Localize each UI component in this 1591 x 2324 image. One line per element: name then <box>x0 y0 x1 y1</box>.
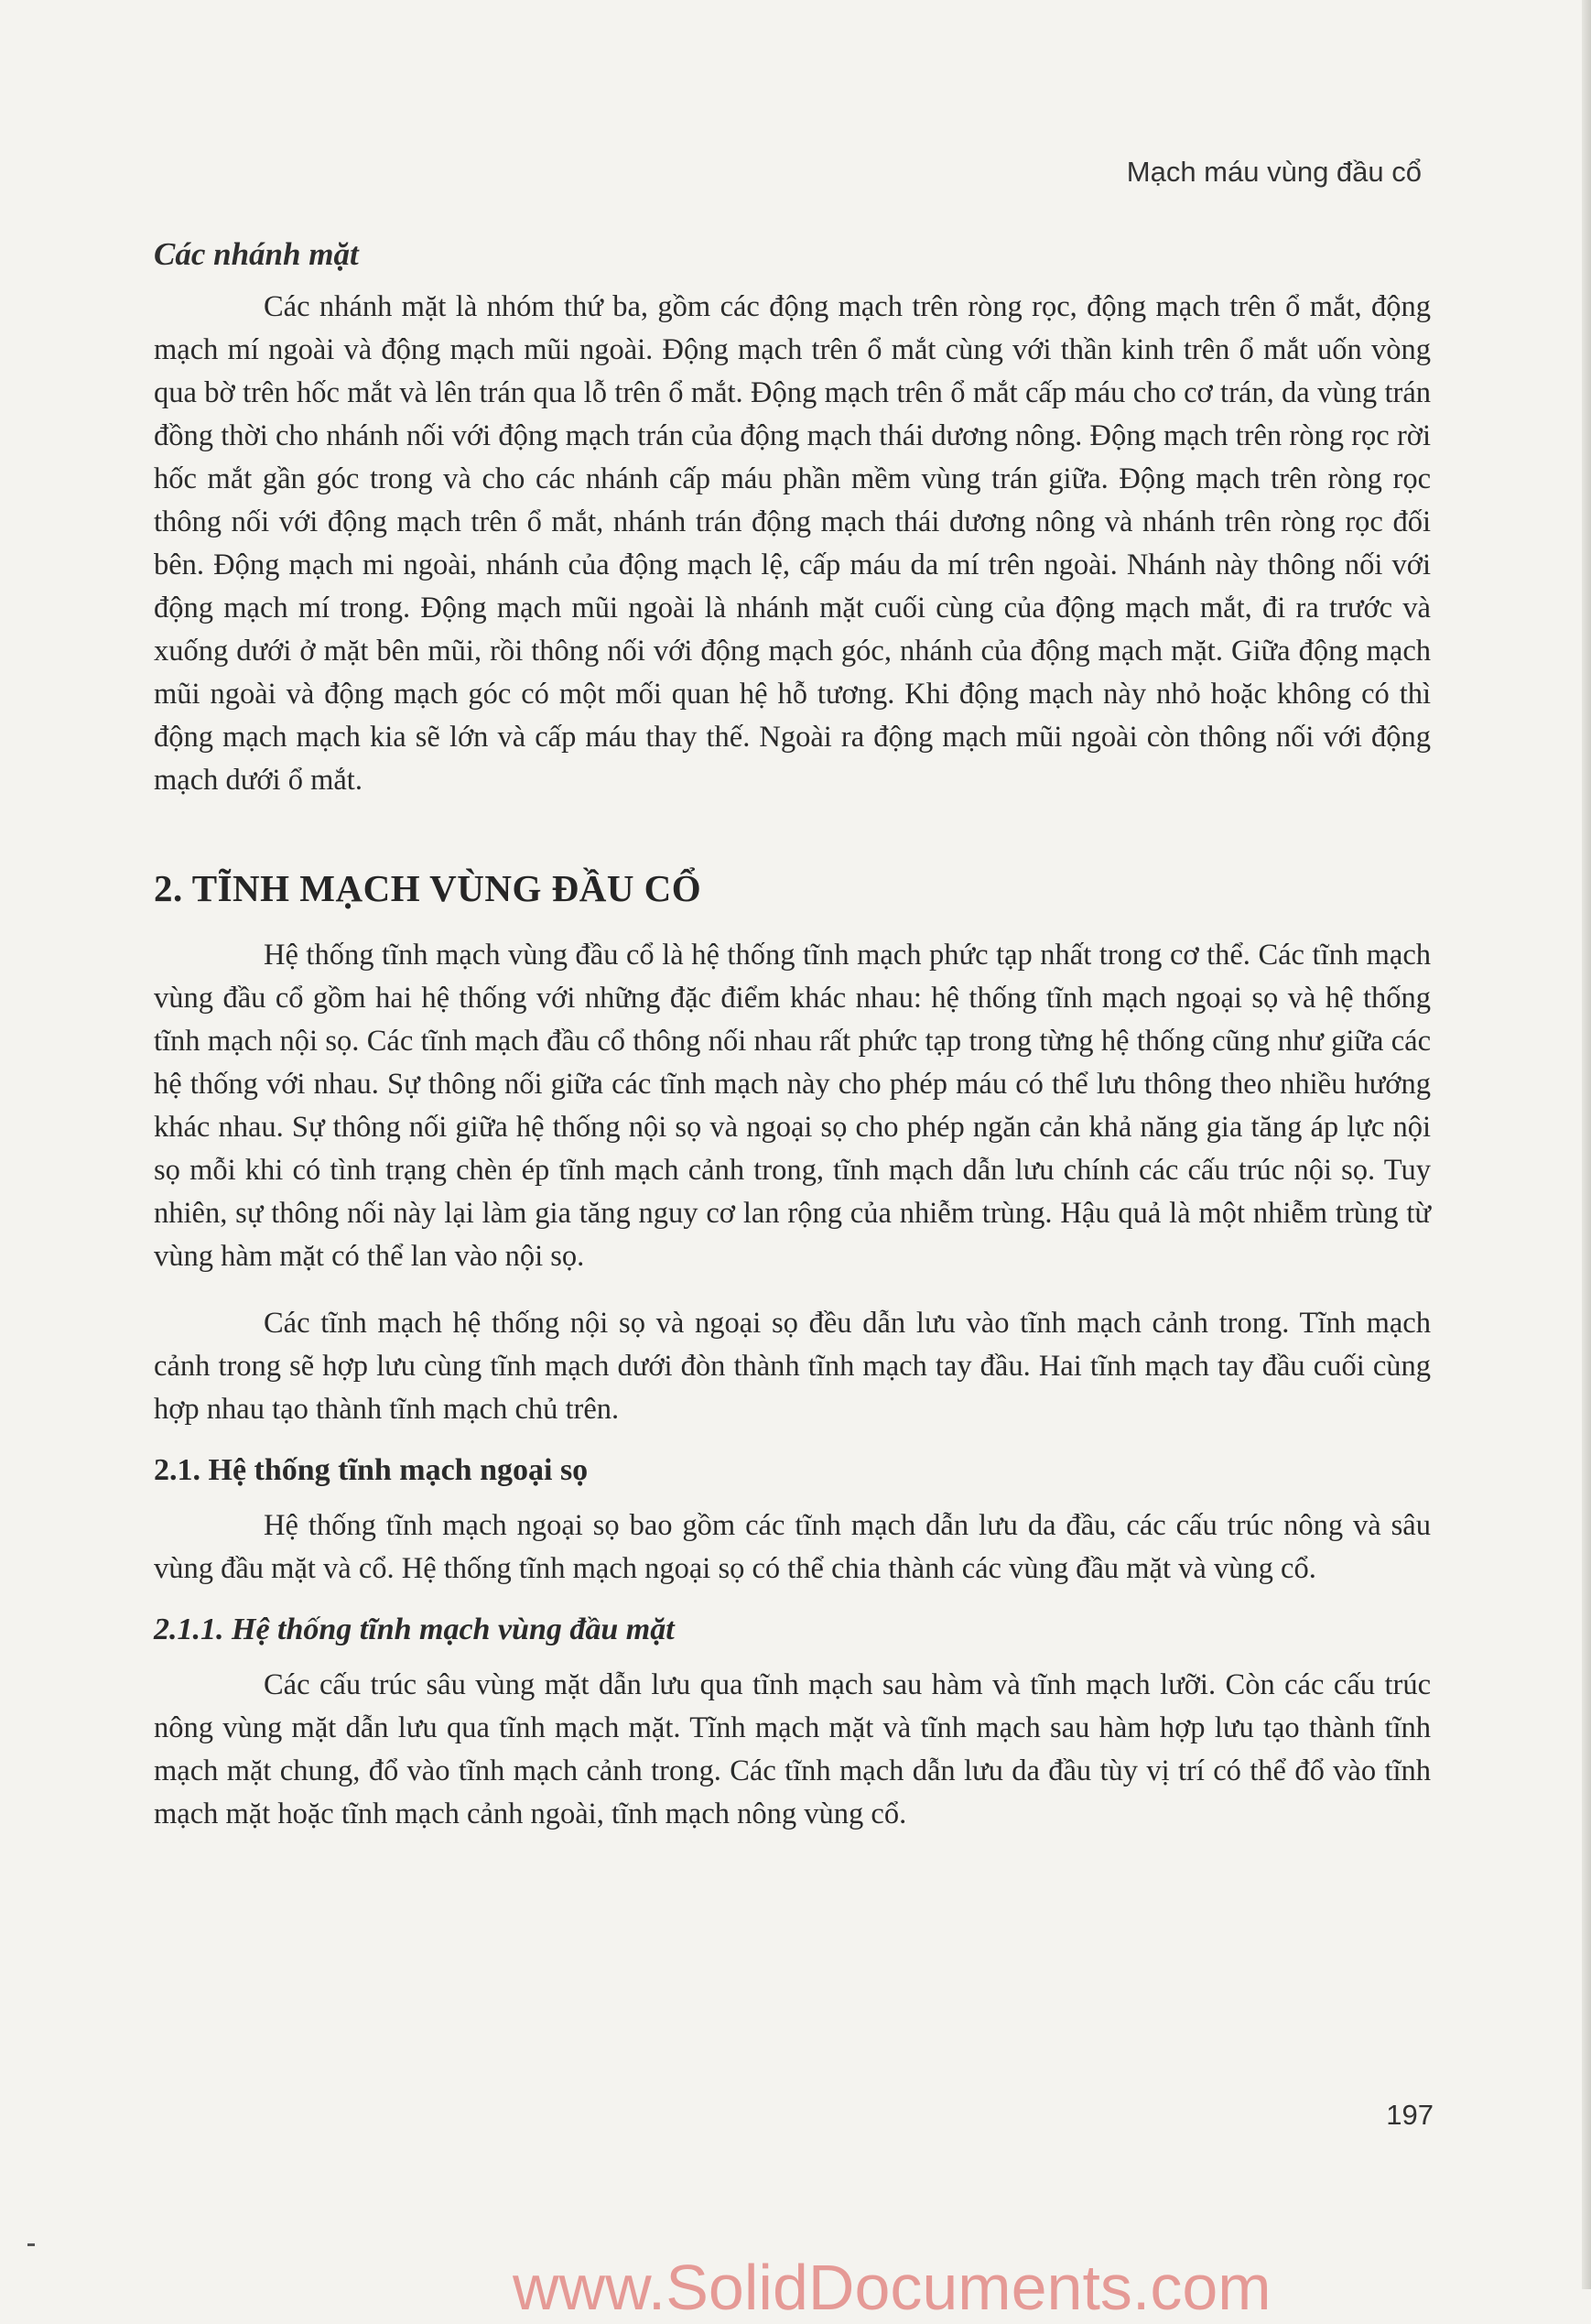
running-header: Mạch máu vùng đầu cổ <box>1126 156 1422 188</box>
page-edge <box>1582 0 1591 2289</box>
page-content <box>154 236 1431 1836</box>
subheading-facial-branches: Các nhánh mặt <box>154 236 359 272</box>
section-heading-veins: 2. TĨNH MẠCH VÙNG ĐẦU CỔ <box>154 867 702 909</box>
heading-extracranial: 2.1. Hệ thống tĩnh mạch ngoại sọ <box>154 1453 589 1487</box>
paragraph-veins-intro: Hệ thống tĩnh mạch vùng đầu cổ là hệ thống tĩnh mạch phức tạp nhất trong cơ thể. Các tĩnh mạch vùng đầu cổ gồm hai hệ thống với những đặc điểm khác nhau: hệ thống tĩnh mạch ngoại sọ và hệ thống tĩnh mạch nội sọ. Các tĩnh mạch đầu cổ thông nối nhau rất phức tạp trong từng hệ thống cũng như giữa các hệ thống với nhau. Sự thông nối giữa các tĩnh mạch này cho phép máu có thể lưu thông theo nhiều hướng khác nhau. Sự thông nối giữa hệ thống nội sọ và ngoại sọ cho phép ngăn cản khả năng gia tăng áp lực nội sọ mỗi khi có tình trạng chèn ép tĩnh mạch cảnh trong, tĩnh mạch dẫn lưu chính các cấu trúc nội sọ. Tuy nhiên, sự thông nối này lại làm gia tăng nguy cơ lan rộng của nhiễm trùng. Hậu quả là một nhiễm trùng từ vùng hàm mặt có thể lan vào nội sọ. <box>154 939 1431 1273</box>
watermark-text: www.SolidDocuments.com <box>513 2252 1272 2323</box>
watermark <box>513 2232 1272 2323</box>
paragraph-veins-drainage: Các tĩnh mạch hệ thống nội sọ và ngoại sọ đều dẫn lưu vào tĩnh mạch cảnh trong. Tĩnh mạch cảnh trong sẽ hợp lưu cùng tĩnh mạch dưới đòn thành tĩnh mạch tay đầu. Hai tĩnh mạch tay đầu cuối cùng hợp nhau tạo thành tĩnh mạch chủ trên. <box>154 1307 1431 1426</box>
paragraph-extracranial: Hệ thống tĩnh mạch ngoại sọ bao gồm các tĩnh mạch dẫn lưu da đầu, các cấu trúc nông và sâu vùng đầu mặt và cổ. Hệ thống tĩnh mạch ngoại sọ có thể chia thành các vùng đầu mặt và vùng cổ. <box>154 1509 1431 1585</box>
page-number: 197 <box>1386 2099 1434 2131</box>
paragraph-head-face-veins: Các cấu trúc sâu vùng mặt dẫn lưu qua tĩnh mạch sau hàm và tĩnh mạch lưỡi. Còn các cấu trúc nông vùng mặt dẫn lưu qua tĩnh mạch mặt. Tĩnh mạch mặt và tĩnh mạch sau hàm hợp lưu tạo thành tĩnh mạch mặt chung, đổ vào tĩnh mạch cảnh trong. Các tĩnh mạch dẫn lưu da đầu tùy vị trí có thể đổ vào tĩnh mạch mặt hoặc tĩnh mạch cảnh ngoài, tĩnh mạch nông vùng cổ. <box>154 1668 1431 1830</box>
scan-speck <box>27 2243 35 2246</box>
heading-head-face-veins: 2.1.1. Hệ thống tĩnh mạch vùng đầu mặt <box>154 1613 675 1646</box>
paragraph-facial-branches: Các nhánh mặt là nhóm thứ ba, gồm các động mạch trên ròng rọc, động mạch trên ổ mắt, động mạch mí ngoài và động mạch mũi ngoài. Động mạch trên ổ mắt cùng với thần kinh trên ổ mắt uốn vòng qua bờ trên hốc mắt và lên trán qua lỗ trên ổ mắt. Động mạch trên ổ mắt cấp máu cho cơ trán, da vùng trán đồng thời cho nhánh nối với động mạch trán của động mạch thái dương nông. Động mạch trên ròng rọc rời hốc mắt gần góc trong và cho các nhánh cấp máu phần mềm vùng trán giữa. Động mạch trên ròng rọc thông nối với động mạch trên ổ mắt, nhánh trán động mạch thái dương nông và nhánh trên ròng rọc đối bên. Động mạch mi ngoài, nhánh của động mạch lệ, cấp máu da mí trên ngoài. Nhánh này thông nối với động mạch mí trong. Động mạch mũi ngoài là nhánh mặt cuối cùng của động mạch mắt, đi ra trước và xuống dưới ở mặt bên mũi, rồi thông nối với động mạch góc, nhánh của động mạch mặt. Giữa động mạch mũi ngoài và động mạch góc có một mối quan hệ hỗ tương. Khi động mạch này nhỏ hoặc không có thì động mạch mạch kia sẽ lớn và cấp máu thay thế. Ngoài ra động mạch mũi ngoài còn thông nối với động mạch dưới ổ mắt. <box>154 290 1431 797</box>
